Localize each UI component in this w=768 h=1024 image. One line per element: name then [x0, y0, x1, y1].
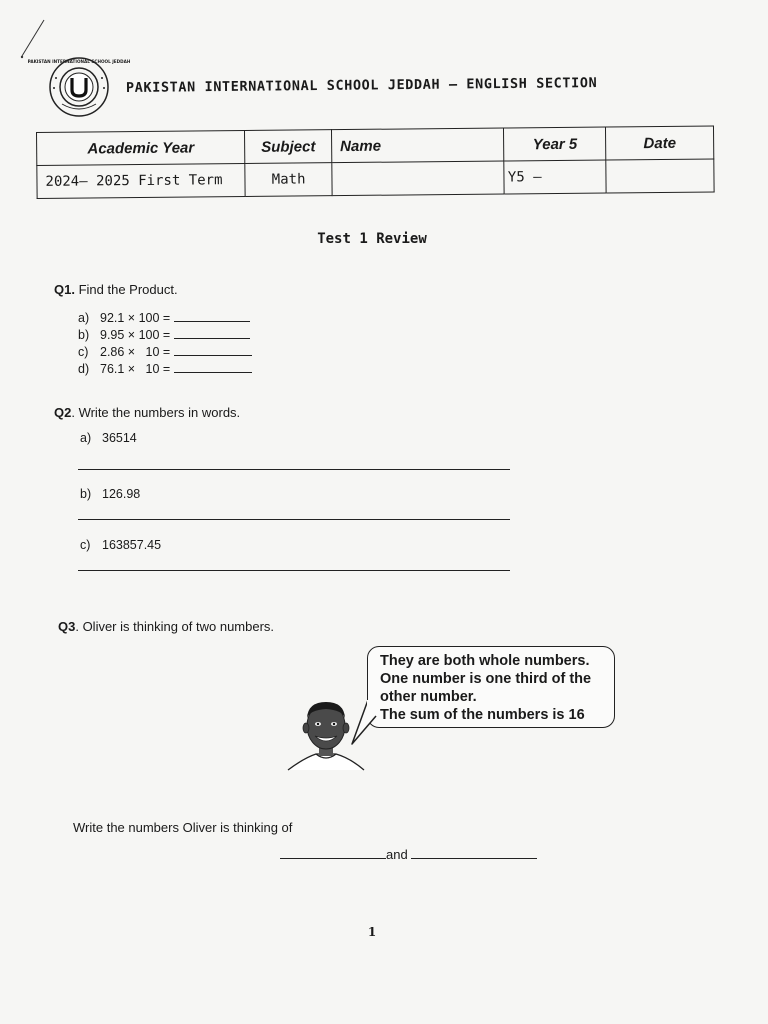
- header-name: Name: [331, 128, 504, 163]
- q2-item-label: a): [80, 431, 92, 445]
- q1-item-c: [78, 343, 252, 359]
- page-number: 1: [367, 925, 377, 939]
- school-title: PAKISTAN INTERNATIONAL SCHOOL JEDDAH – ENGLISH SECTION: [125, 75, 598, 96]
- q3-heading: [58, 619, 274, 634]
- q3-and-text: and: [386, 847, 408, 862]
- q1-item-label: d): [78, 362, 90, 376]
- q1-item-label: c): [78, 345, 89, 359]
- speech-line: other number.: [380, 689, 477, 705]
- q1-item-expr: 92.1 × 100 =: [100, 311, 171, 325]
- q1-item-a: [78, 309, 250, 325]
- q1-answer-a[interactable]: [174, 309, 250, 322]
- year-value[interactable]: Y5 –: [504, 160, 606, 194]
- q1-prompt: Find the Product.: [78, 282, 178, 297]
- info-value-row: [37, 159, 714, 198]
- q3-number: Q3: [58, 619, 76, 634]
- q2-answer-line-a[interactable]: [78, 469, 510, 470]
- q1-item-expr: 2.86 × 10 =: [100, 345, 171, 359]
- q1-item-label: b): [78, 328, 90, 342]
- q2-answer-line-c[interactable]: [78, 570, 510, 571]
- q1-answer-c[interactable]: [174, 343, 252, 356]
- pen-mark: [18, 18, 48, 60]
- q1-answer-b[interactable]: [174, 326, 250, 339]
- speech-line: The sum of the numbers is 16: [380, 707, 585, 723]
- logo-text: PAKISTAN INTERNATIONAL SCHOOL JEDDAH: [27, 59, 131, 64]
- academic-year-value: 2024– 2025 First Term: [37, 163, 246, 198]
- q2-item-value: 163857.45: [102, 538, 162, 552]
- q2-item-c: [80, 538, 161, 552]
- q1-heading: [54, 282, 178, 297]
- q2-item-label: c): [80, 538, 91, 552]
- q3-prompt: . Oliver is thinking of two numbers.: [75, 619, 275, 634]
- speech-bubble: [367, 646, 615, 728]
- q2-item-value: 126.98: [102, 487, 141, 501]
- q2-item-value: 36514: [102, 431, 137, 445]
- speech-line: One number is one third of the: [380, 671, 592, 687]
- q1-item-b: [78, 326, 250, 342]
- q2-number: Q2: [54, 405, 72, 420]
- header-subject: Subject: [245, 130, 332, 164]
- q2-answer-line-b[interactable]: [78, 519, 510, 520]
- q2-heading: [54, 405, 240, 420]
- review-title: Test 1 Review: [317, 231, 427, 247]
- header-academic-year: Academic Year: [37, 130, 246, 165]
- q1-item-label: a): [78, 311, 90, 325]
- date-field[interactable]: [606, 159, 714, 193]
- header-date: Date: [606, 126, 714, 160]
- q1-answer-d[interactable]: [174, 360, 252, 373]
- oliver-illustration: [286, 696, 366, 778]
- q1-item-d: [78, 360, 252, 376]
- q1-item-expr: 9.95 × 100 =: [100, 328, 171, 342]
- name-field[interactable]: [332, 161, 505, 196]
- subject-value: Math: [245, 163, 332, 197]
- q2-item-b: [80, 487, 140, 501]
- school-logo: [27, 56, 131, 118]
- student-info-table: [36, 125, 715, 199]
- q1-item-expr: 76.1 × 10 =: [100, 362, 171, 376]
- header-year: Year 5: [504, 127, 606, 161]
- q2-item-label: b): [80, 487, 92, 501]
- q3-answer-row: [280, 846, 537, 862]
- q2-item-a: [80, 431, 137, 445]
- q1-number: Q1.: [54, 282, 75, 297]
- q3-instruction: Write the numbers Oliver is thinking of: [73, 820, 293, 835]
- q3-answer-second[interactable]: [411, 846, 537, 859]
- speech-line: They are both whole numbers.: [380, 653, 590, 669]
- q2-prompt: . Write the numbers in words.: [71, 405, 241, 420]
- q3-answer-first[interactable]: [280, 846, 386, 859]
